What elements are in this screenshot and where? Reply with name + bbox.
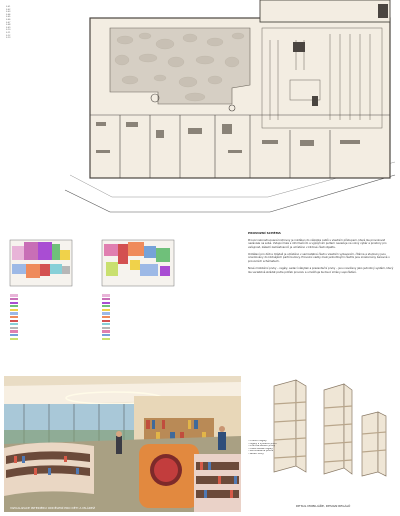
- legend-b-item: [102, 334, 172, 337]
- legend-swatch: [10, 327, 18, 329]
- room-number: 0.08: [6, 24, 11, 27]
- operations-schema-plan-a: [8, 236, 78, 291]
- operations-schema-plan-b: [100, 236, 180, 291]
- furniture-list-item: - regály s výstavní policí: [248, 442, 277, 445]
- legend-b-item: [102, 312, 172, 315]
- room-number: 0.05: [6, 16, 11, 19]
- operations-text: [248, 232, 394, 274]
- legend-swatch: [10, 320, 18, 322]
- operations-paragraph-1: Provoz rekonstruované knihovny je rozdělen do několika celků s vlastním přístupem, které lze provozovat nezávisle na sobě. Vstupní hala s informačním a výpůjčním pultem navazuje na volný výběr a prostory pro veřejnost, zázemí zaměstnanců je umístěno v klidové části objektu.: [248, 238, 387, 249]
- room-number: 0.02: [6, 8, 11, 11]
- room-number: 0.07: [6, 21, 11, 24]
- interior-visualization: [4, 376, 241, 512]
- room-number: 0.09: [6, 26, 11, 29]
- legend-swatch: [10, 298, 18, 300]
- furniture-caption: DETAIL MOBILIÁŘE, DESIGN REGÁLŮ: [296, 504, 351, 508]
- legend-a-item: [10, 301, 80, 304]
- operations-paragraph-3: Nové mobiliární prvky – regály, sedací nábytek a prezentační prvky – jsou navrženy jako jednotný systém, který lze variabilně skládat podle potřeb provozu a umožňuje budoucí změny uspořádání.: [248, 266, 394, 274]
- furniture-detail: [244, 376, 396, 512]
- room-number: 0.10: [6, 29, 11, 32]
- operations-title: PROVOZNÍ SCHÉMA: [248, 231, 281, 235]
- room-number: 0.03: [6, 11, 11, 14]
- legend-b-item: [102, 308, 172, 311]
- legend-b-item: [102, 323, 172, 326]
- room-number: 0.13: [6, 37, 11, 40]
- legend-a-item: [10, 316, 80, 319]
- legend-swatch: [10, 316, 18, 318]
- operations-legend-b: [102, 294, 172, 341]
- legend-a-item: [10, 337, 80, 340]
- legend-swatch: [102, 294, 110, 296]
- room-number: 0.12: [6, 34, 11, 37]
- furniture-list-item: - sedací boxy: [248, 452, 264, 455]
- legend-swatch: [10, 338, 18, 340]
- legend-swatch: [10, 312, 18, 314]
- legend-a-item: [10, 326, 80, 329]
- legend-swatch: [102, 298, 110, 300]
- legend-a-item: [10, 319, 80, 322]
- legend-swatch: [10, 323, 18, 325]
- legend-swatch: [10, 302, 18, 304]
- legend-swatch: [102, 305, 110, 307]
- legend-b-item: [102, 298, 172, 301]
- operations-paragraph-2: Oddělení pro děti a mládež je umístěno v samostatné části s vlastním vybavením, čítárna a studovny jsou orientovány do klidnějších partií budovy. Provozní vazby mezi jednotlivými částmi jsou znázorněny barevně v provozních schématech.: [248, 252, 390, 264]
- legend-a-item: [10, 334, 80, 337]
- legend-b-item: [102, 294, 172, 297]
- legend-b-item: [102, 301, 172, 304]
- visualization-caption: VIZUALIZACE INTERIÉRU ODDĚLENÍ PRO DĚTI A MLÁDEŽ: [10, 506, 96, 510]
- legend-swatch: [102, 302, 110, 304]
- legend-swatch: [10, 305, 18, 307]
- legend-swatch: [102, 334, 110, 336]
- floor-plan: [0, 0, 400, 220]
- legend-swatch: [10, 330, 18, 332]
- furniture-list-item: - stohovatelné police: [248, 450, 274, 453]
- room-number: 0.01: [6, 6, 11, 8]
- legend-swatch: [10, 294, 18, 296]
- legend-b-item: [102, 316, 172, 319]
- furniture-list-item: - mobilní regály: [248, 440, 267, 442]
- legend-swatch: [102, 330, 110, 332]
- legend-swatch: [102, 320, 110, 322]
- legend-swatch: [102, 316, 110, 318]
- room-number: 0.11: [6, 31, 11, 34]
- legend-b-item: [102, 305, 172, 308]
- legend-swatch: [10, 309, 18, 311]
- legend-b-item: [102, 330, 172, 333]
- furniture-list: [248, 440, 308, 456]
- legend-swatch: [102, 327, 110, 329]
- legend-swatch: [102, 323, 110, 325]
- legend-swatch: [10, 334, 18, 336]
- legend-swatch: [102, 338, 110, 340]
- furniture-list-item: - nízké dětské regály: [248, 447, 273, 450]
- legend-a-item: [10, 305, 80, 308]
- room-number: 0.06: [6, 18, 11, 21]
- legend-a-item: [10, 312, 80, 315]
- legend-swatch: [102, 312, 110, 314]
- legend-swatch: [102, 309, 110, 311]
- legend-a-item: [10, 294, 80, 297]
- legend-b-item: [102, 326, 172, 329]
- legend-a-item: [10, 323, 80, 326]
- legend-a-item: [10, 298, 80, 301]
- legend-b-item: [102, 337, 172, 340]
- operations-legend-a: [10, 294, 80, 341]
- room-number: 0.04: [6, 13, 11, 16]
- furniture-list-item: - kruhové sedací prvky: [248, 445, 276, 448]
- legend-b-item: [102, 319, 172, 322]
- legend-a-item: [10, 308, 80, 311]
- legend-a-item: [10, 330, 80, 333]
